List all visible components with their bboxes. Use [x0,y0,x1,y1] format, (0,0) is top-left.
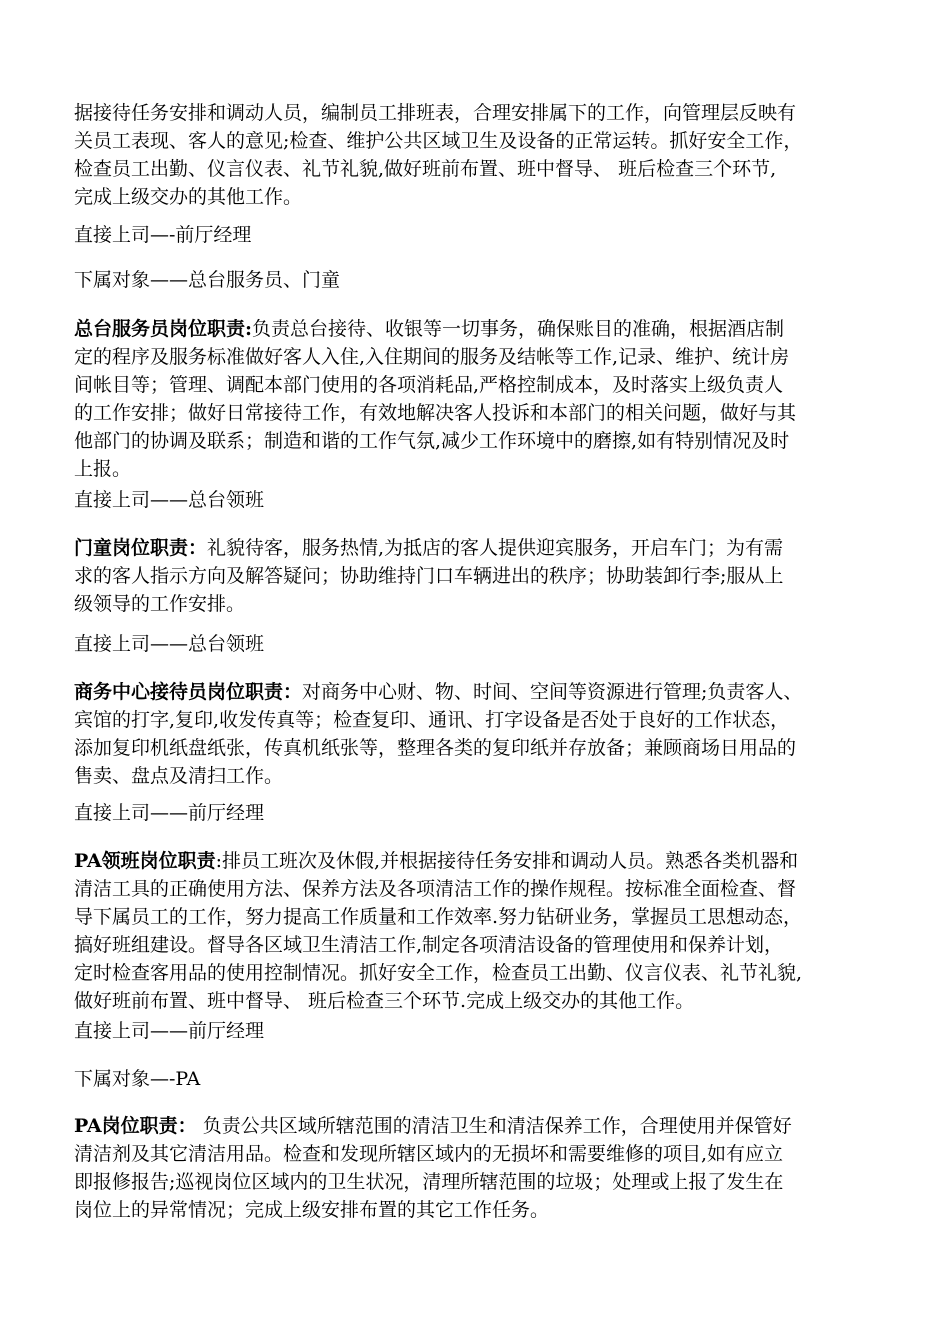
text-line: 即报修报告;巡视岗位区域内的卫生状况，清理所辖范围的垃圾；处理或上报了发生在 [74,1171,784,1193]
text-line: 做好班前布置、班中督导、 班后检查三个环节.完成上级交办的其他工作。 [74,990,695,1012]
text-line: 他部门的协调及联系；制造和谐的工作气氛,减少工作环境中的磨擦,如有特别情况及时 [74,430,790,452]
text-line [74,315,884,343]
text-line: 下属对象——总台服务员、门童 [74,269,341,291]
text-line: 间帐目等；管理、调配本部门使用的各项消耗品,严格控制成本，及时落实上级负责人 [74,374,784,396]
section-heading: PA岗位职责： [74,1115,197,1137]
paragraph-subordinates [74,266,884,294]
text-line: 清洁工具的正确使用方法、保养方法及各项清洁工作的操作规程。按标准全面检查、督 [74,878,797,900]
text-run: 负责总台接待、收银等一切事务，确保账目的准确，根据酒店制 [252,318,785,340]
text-line: 求的客人指示方向及解答疑问；协助维持门口车辆进出的秩序；协助装卸行李;服从上 [74,565,784,587]
text-line: 下属对象—-PA [74,1068,201,1090]
paragraph-direct-supervisor [74,221,884,249]
text-line [74,847,884,875]
paragraph-direct-supervisor [74,1017,884,1045]
paragraph-front-desk-supervisor-duties-cont [74,99,884,211]
text-line: 定时检查客用品的使用控制情况。抓好安全工作，检查员工出勤、仪言仪表、礼节礼貌, [74,962,803,984]
section-heading: 门童岗位职责： [74,537,208,559]
paragraph-direct-supervisor [74,630,884,658]
text-run: :排员工班次及休假,并根据接待任务安排和调动人员。熟悉各类机器和 [215,850,799,872]
text-line: 直接上司—-前厅经理 [74,224,252,246]
text-line: 直接上司——总台领班 [74,489,265,511]
text-line [74,1112,884,1140]
text-line: 定的程序及服务标准做好客人入住,入住期间的服务及结帐等工作,记录、维护、统计房 [74,346,790,368]
text-line: 售卖、盘点及清扫工作。 [74,765,284,787]
section-heading: PA领班岗位职责 [74,850,216,872]
paragraph-subordinates [74,1065,884,1093]
text-line: 直接上司——总台领班 [74,633,265,655]
text-line: 级领导的工作安排。 [74,593,246,615]
section-heading: 总台服务员岗位职责: [74,318,253,340]
paragraph-doorman-duties [74,534,884,618]
text-run: 礼貌待客，服务热情,为抵店的客人提供迎宾服务，开启车门；为有需 [207,537,784,559]
paragraph-business-center-duties [74,678,884,790]
text-line: 岗位上的异常情况；完成上级安排布置的其它工作任务。 [74,1199,550,1221]
text-line: 据接待任务安排和调动人员，编制员工排班表，合理安排属下的工作，向管理层反映有 [74,102,797,124]
text-line: 直接上司——前厅经理 [74,802,265,824]
text-line: 的工作安排；做好日常接待工作，有效地解决客人投诉和本部门的相关问题，做好与其 [74,402,797,424]
paragraph-direct-supervisor [74,799,884,827]
text-line: 检查员工出勤、仪言仪表、礼节礼貌,做好班前布置、班中督导、 班后检查三个环节, [74,158,777,180]
text-line [74,534,884,562]
text-line [74,678,884,706]
text-line: 搞好班组建设。督导各区域卫生清洁工作,制定各项清洁设备的管理使用和保养计划， [74,934,784,956]
text-run: 负责公共区域所辖范围的清洁卫生和清洁保养工作，合理使用并保管好 [196,1115,792,1137]
text-line: 关员工表现、客人的意见;检查、维护公共区域卫生及设备的正常运转。抓好安全工作， [74,130,803,152]
text-run: 对商务中心财、物、时间、空间等资源进行管理;负责客人、 [302,681,803,703]
text-line: 清洁剂及其它清洁用品。检查和发现所辖区域内的无损坏和需要维修的项目,如有应立 [74,1143,784,1165]
text-line: 上报。 [74,458,132,480]
text-line: 完成上级交办的其他工作。 [74,186,303,208]
text-line: 添加复印机纸盘纸张，传真机纸张等，整理各类的复印纸并存放备；兼顾商场日用品的 [74,737,797,759]
paragraph-direct-supervisor [74,486,884,514]
text-line: 直接上司——前厅经理 [74,1020,265,1042]
text-line: 导下属员工的工作，努力提高工作质量和工作效率.努力钻研业务，掌握员工思想动态， [74,906,803,928]
paragraph-pa-supervisor-duties [74,847,884,1015]
text-line: 宾馆的打字,复印,收发传真等；检查复印、通讯、打字设备是否处于良好的工作状态， [74,709,790,731]
section-heading: 商务中心接待员岗位职责： [74,681,303,703]
paragraph-front-desk-clerk-duties [74,315,884,483]
paragraph-pa-duties [74,1112,884,1224]
